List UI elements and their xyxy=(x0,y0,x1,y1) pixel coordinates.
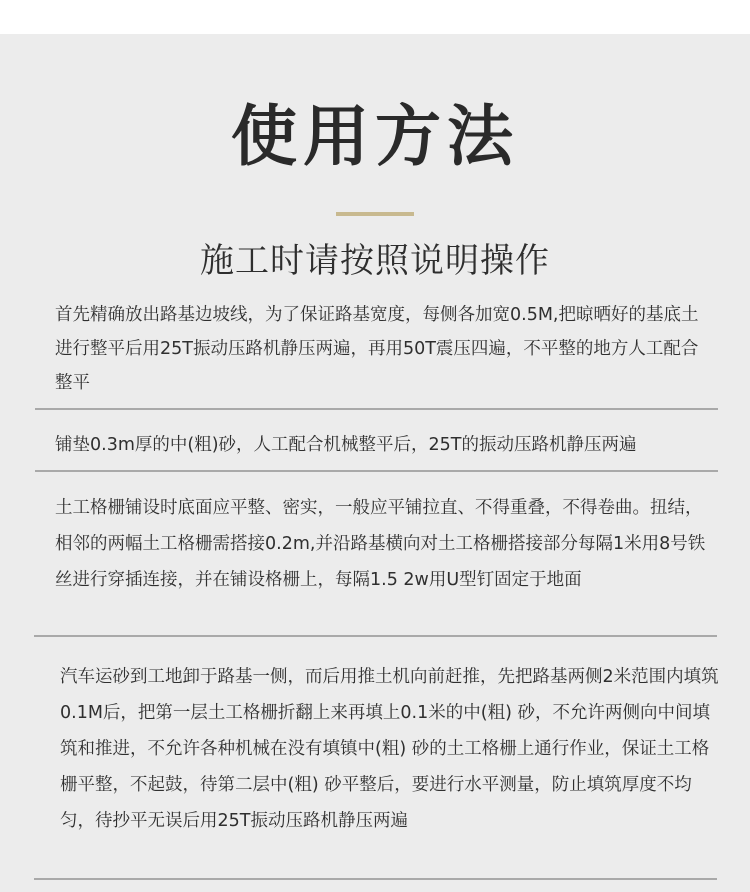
step-1-text: 首先精确放出路基边坡线，为了保证路基宽度，每侧各加宽0.5M,把晾晒好的基底土进行整平后用25T振动压路机静压两遍，再用50T震压四遍，不平整的地方人工配合整平 xyxy=(55,305,699,393)
page-subtitle: 施工时请按照说明操作 xyxy=(200,241,550,281)
step-2-text: 铺垫0.3m厚的中(粗)砂，人工配合机械整平后，25T的振动压路机静压两遍 xyxy=(55,435,637,455)
divider xyxy=(34,635,717,637)
title-accent-bar xyxy=(336,212,414,216)
step-3-text: 土工格栅铺设时底面应平整、密实，一般应平铺拉直、不得重叠，不得卷曲。扭结，相邻的两幅土工格栅需搭接0.2m,并沿路基横向对土工格栅搭接部分每隔1米用8号铁丝进行穿插连接，并在铺设格栅上，每隔1.5 2w用U型钉固定于地面 xyxy=(55,498,706,590)
divider xyxy=(34,878,717,880)
page-title: 使用方法 xyxy=(231,98,519,175)
step-4-text: 汽车运砂到工地卸于路基一侧，而后用推土机向前赶推，先把路基两侧2米范围内填筑0.1M后，把第一层土工格栅折翻上来再填上0.1米的中(粗) 砂，不允许两侧向中间填筑和推进，不允许各种机械在没有填镇中(粗) 砂的土工格栅上通行作业，保证土工格栅平整，不起鼓，待第二层中(粗) 砂平整后，要进行水平测量，防止填筑厚度不均匀，待抄平无误后用25T振动压路机静压两遍 xyxy=(60,667,719,831)
divider xyxy=(35,408,718,410)
divider xyxy=(35,470,718,472)
